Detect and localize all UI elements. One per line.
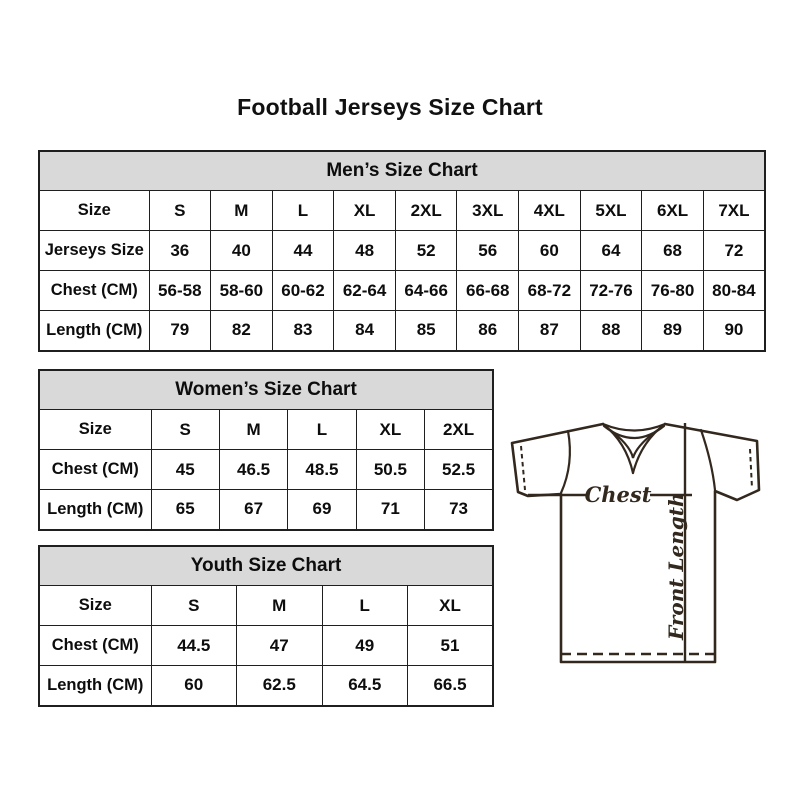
size-cell: 2XL [395,191,457,231]
size-cell: 83 [272,311,334,351]
size-table [38,369,494,531]
table-row [39,586,493,626]
size-cell: 80-84 [703,271,765,311]
size-cell: 69 [288,490,356,530]
table-title: Women’s Size Chart [39,370,493,410]
size-cell: 58-60 [211,271,273,311]
row-label: Chest (CM) [39,626,151,666]
size-cell: 89 [642,311,704,351]
size-cell: 48 [334,231,396,271]
womens-size-table [38,369,492,526]
size-cell: 45 [151,450,219,490]
size-cell: 60 [519,231,581,271]
size-cell: 82 [211,311,273,351]
size-cell: 66-68 [457,271,519,311]
size-cell: 6XL [642,191,704,231]
size-cell: 46.5 [219,450,287,490]
size-cell: 47 [237,626,323,666]
row-label: Size [39,191,149,231]
size-cell: 50.5 [356,450,424,490]
size-cell: 52 [395,231,457,271]
size-cell: 44 [272,231,334,271]
size-cell: 73 [425,490,493,530]
size-cell: 68-72 [519,271,581,311]
size-cell: 67 [219,490,287,530]
size-cell: 72 [703,231,765,271]
table-row [39,410,493,450]
jersey-measurement-diagram [500,398,772,690]
size-cell: 64-66 [395,271,457,311]
size-table [38,150,766,352]
size-cell: 71 [356,490,424,530]
size-cell: 4XL [519,191,581,231]
front-length-label: Front Length [664,492,688,640]
size-cell: 76-80 [642,271,704,311]
size-cell: 64 [580,231,642,271]
collar-lines [603,424,665,473]
size-cell: 56 [457,231,519,271]
size-cell: 88 [580,311,642,351]
size-cell: 7XL [703,191,765,231]
table-row [39,450,493,490]
size-cell: 62.5 [237,666,323,706]
table-row [39,666,493,706]
size-cell: 3XL [457,191,519,231]
size-cell: S [151,586,237,626]
table-row [39,626,493,666]
table-row [39,490,493,530]
size-cell: XL [334,191,396,231]
size-cell: L [272,191,334,231]
size-cell: XL [356,410,424,450]
size-cell: S [151,410,219,450]
size-table [38,545,494,707]
table-title: Men’s Size Chart [39,151,765,191]
table-row [39,311,765,351]
size-cell: 60-62 [272,271,334,311]
size-cell: 64.5 [322,666,408,706]
size-cell: L [322,586,408,626]
page-title: Football Jerseys Size Chart [237,94,543,120]
size-cell: 79 [149,311,211,351]
size-cell: 90 [703,311,765,351]
row-label: Size [39,586,151,626]
size-cell: 62-64 [334,271,396,311]
row-label: Length (CM) [39,311,149,351]
row-label: Jerseys Size [39,231,149,271]
table-row [39,271,765,311]
size-cell: 86 [457,311,519,351]
table-title: Youth Size Chart [39,546,493,586]
size-cell: 56-58 [149,271,211,311]
row-label: Length (CM) [39,666,151,706]
size-cell: XL [408,586,494,626]
size-cell: 65 [151,490,219,530]
size-cell: 84 [334,311,396,351]
size-cell: 87 [519,311,581,351]
jersey-outline [512,424,759,662]
size-cell: 2XL [425,410,493,450]
size-cell: 36 [149,231,211,271]
row-label: Chest (CM) [39,271,149,311]
size-cell: M [219,410,287,450]
size-cell: 48.5 [288,450,356,490]
size-cell: 44.5 [151,626,237,666]
row-label: Size [39,410,151,450]
size-cell: 5XL [580,191,642,231]
size-cell: 68 [642,231,704,271]
size-cell: L [288,410,356,450]
row-label: Length (CM) [39,490,151,530]
chest-label: Chest [584,482,652,507]
youth-size-table [38,545,492,703]
size-cell: 66.5 [408,666,494,706]
size-cell: 72-76 [580,271,642,311]
size-cell: M [211,191,273,231]
size-cell: 52.5 [425,450,493,490]
size-cell: 60 [151,666,237,706]
table-row [39,231,765,271]
size-cell: 85 [395,311,457,351]
table-row [39,191,765,231]
size-cell: M [237,586,323,626]
size-cell: S [149,191,211,231]
size-cell: 51 [408,626,494,666]
mens-size-table [38,150,764,348]
size-cell: 49 [322,626,408,666]
row-label: Chest (CM) [39,450,151,490]
size-cell: 40 [211,231,273,271]
